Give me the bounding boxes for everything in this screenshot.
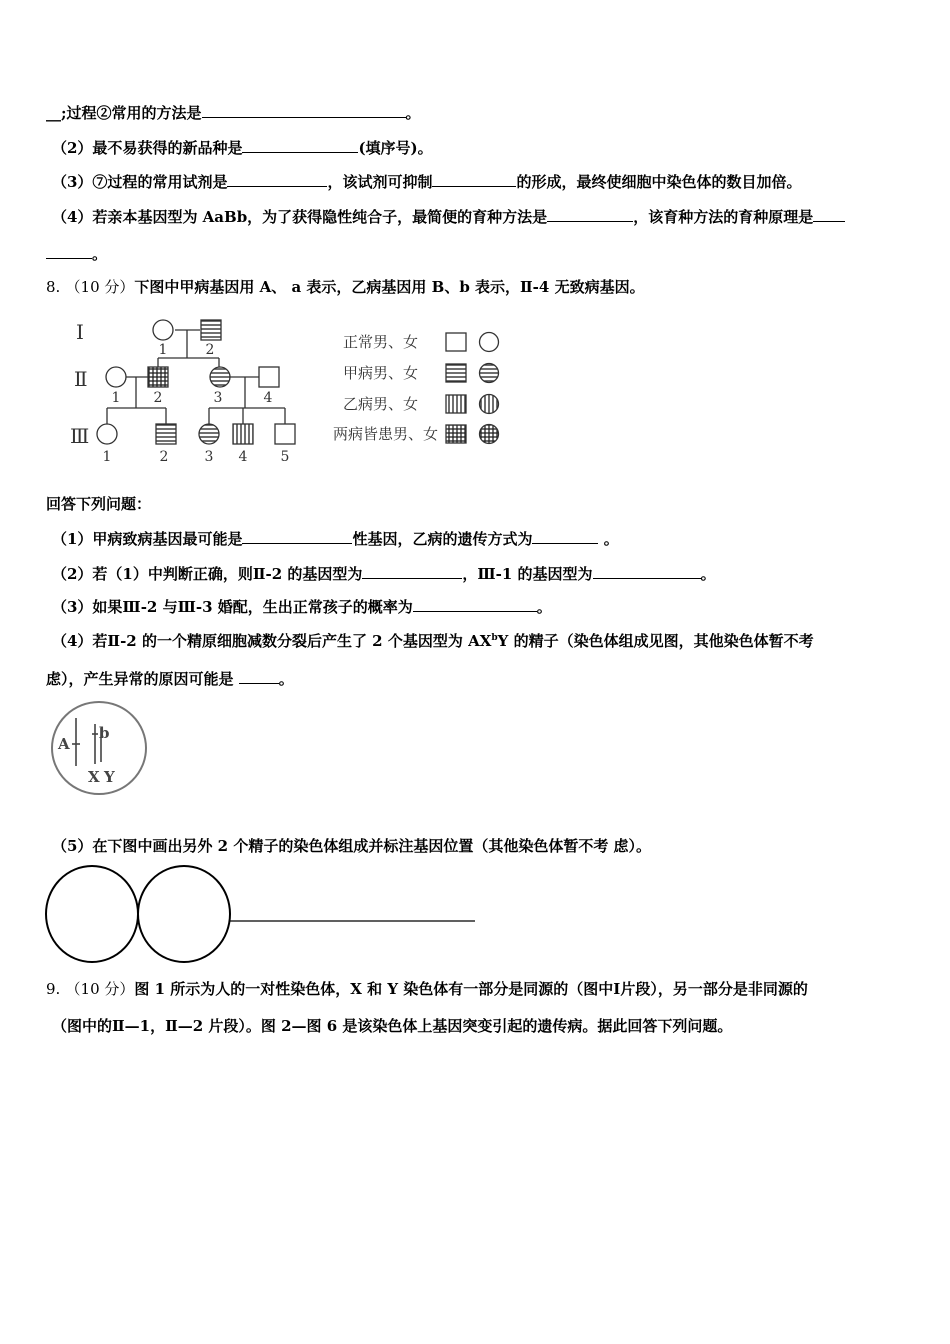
legend-jia-male	[446, 364, 466, 382]
id-III-3: 3	[204, 449, 214, 465]
gene-label-b: b	[99, 724, 110, 742]
text-line-2: （2）最不易获得的新品种是 (填序号)。	[52, 139, 433, 157]
q8-sub1: （1）甲病致病基因最可能是 性基因，乙病的遗传方式为 。	[52, 530, 619, 548]
id-II-3: 3	[213, 390, 223, 406]
legend-label-jia: 甲病男、女	[342, 364, 418, 382]
answer-blank[interactable]	[242, 528, 352, 544]
pedigree-III-1	[97, 424, 117, 444]
legend-yi-female	[480, 395, 499, 414]
q8-stem: 8. （10 分）下图中甲病基因用 A、 a 表示，乙病基因用 B、b 表示，Ⅱ-4 无致病基因。	[46, 278, 645, 296]
pedigree-III-2	[156, 424, 176, 444]
legend-normal-male	[446, 333, 466, 351]
pedigree-I-2	[201, 320, 221, 340]
gene-label-A: A	[58, 735, 70, 753]
drawing-area[interactable]	[40, 862, 490, 966]
legend-both-female	[480, 425, 499, 444]
id-I-2: 2	[205, 342, 215, 358]
pedigree-II-1	[106, 367, 126, 387]
q8-sub4: （4）若Ⅱ-2 的一个精原细胞减数分裂后产生了 2 个基因型为 $AX^bY$ 的精子（染色体组成见图，其他染色体暂不考	[52, 632, 814, 650]
legend-yi-male	[446, 395, 466, 413]
pedigree-III-4	[233, 424, 253, 444]
id-II-2: 2	[153, 390, 163, 406]
q8-sub5: （5）在下图中画出另外 2 个精子的染色体组成并标注基因位置（其他染色体暂不考 虑）。	[52, 837, 652, 855]
gen-label-II: Ⅱ	[74, 367, 88, 391]
pedigree-II-3	[210, 367, 230, 387]
legend-jia-female	[480, 364, 499, 383]
q9-stem-1: 9. （10 分）图 1 所示为人的一对性染色体，X 和 Y 染色体有一部分是同源的（图中Ⅰ片段），另一部分是非同源的	[46, 980, 808, 998]
gen-label-III: Ⅲ	[70, 424, 90, 448]
answer-intro: 回答下列问题：	[46, 495, 152, 513]
q9-stem-2: （图中的Ⅱ—1，Ⅱ—2 片段）。图 2—图 6 是该染色体上基因突变引起的遗传病。据此回答下列问题。	[52, 1017, 733, 1035]
answer-blank[interactable]	[239, 668, 279, 684]
id-III-4: 4	[238, 449, 248, 465]
sperm-cell-diagram	[46, 700, 156, 800]
blank-cell-1[interactable]	[46, 866, 138, 962]
q8-sub2: （2）若（1）中判断正确，则Ⅱ-2 的基因型为 ，Ⅲ-1 的基因型为 。	[52, 565, 716, 583]
answer-blank[interactable]	[413, 596, 537, 612]
pedigree-I-1	[153, 320, 173, 340]
id-III-5: 5	[280, 449, 290, 465]
blank-cell-2[interactable]	[138, 866, 230, 962]
id-III-1: 1	[102, 449, 112, 465]
pedigree-II-4	[259, 367, 279, 387]
pedigree-III-3	[199, 424, 219, 444]
text-line-5: 。	[46, 243, 107, 264]
text-line-4: （4）若亲本基因型为 AaBb，为了获得隐性纯合子，最简便的育种方法是 ，该育种方法的育种原理是	[52, 206, 845, 227]
id-III-2: 2	[159, 449, 169, 465]
text-line-1: __;过程②常用的方法是 。	[46, 104, 421, 122]
legend-normal-female	[480, 333, 499, 352]
legend-label-both: 两病皆患男、女	[332, 425, 438, 443]
q8-sub3: （3）如果Ⅲ-2 与Ⅲ-3 婚配，生出正常孩子的概率为 。	[52, 598, 552, 616]
pedigree-II-2	[148, 367, 168, 387]
id-II-4: 4	[263, 390, 273, 406]
q8-sub4-cont: 虑），产生异常的原因可能是 。	[46, 670, 294, 688]
chrom-label-X: X	[88, 768, 100, 786]
legend-label-yi: 乙病男、女	[342, 395, 418, 413]
legend-label-normal: 正常男、女	[342, 333, 418, 351]
legend-both-male	[446, 425, 466, 443]
gen-label-I: Ⅰ	[76, 320, 84, 344]
pedigree-chart	[0, 0, 950, 480]
answer-blank[interactable]	[593, 563, 701, 579]
text-line-3: （3）⑦过程的常用试剂是 ，该试剂可抑制 的形成，最终使细胞中染色体的数目加倍。	[52, 173, 802, 191]
id-I-1: 1	[158, 342, 168, 358]
pedigree-III-5	[275, 424, 295, 444]
answer-blank[interactable]	[532, 528, 598, 544]
id-II-1: 1	[111, 390, 121, 406]
answer-blank[interactable]	[362, 563, 462, 579]
chrom-label-Y: Y	[104, 768, 115, 786]
